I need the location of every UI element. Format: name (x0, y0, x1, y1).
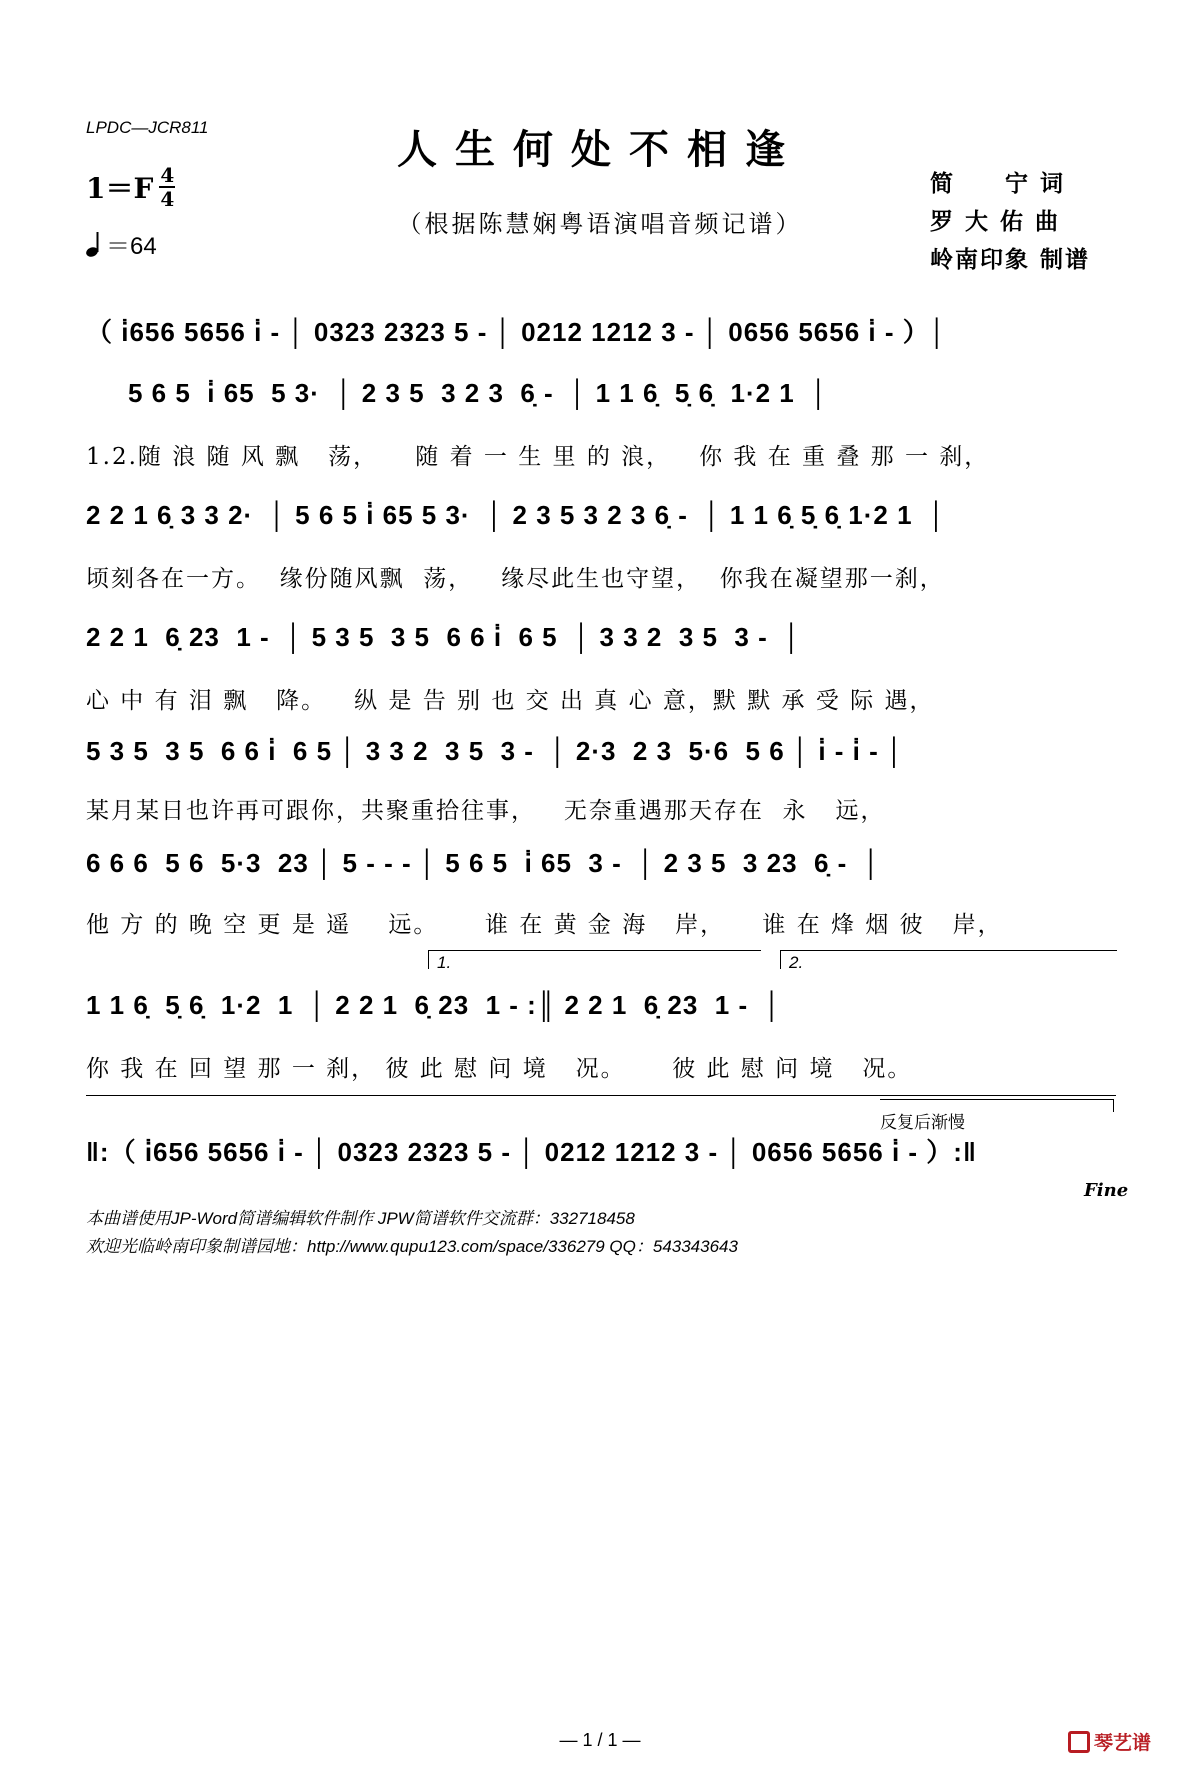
music-line-2: 2 2 1 6̣ 3 3 2· │ 5 6 5 i̇ 65 5 3· │ 2 3 5 3 2 3 6̣ - │ 1 1 6̣ 5̣ 6̣ 1·2 1 │ (86, 500, 947, 530)
section-divider (86, 1095, 1116, 1096)
composer: 罗 大 佑 曲 (930, 208, 1061, 235)
page-number: — 1 / 1 — (559, 1730, 641, 1750)
song-title: 人生何处不相逢 (397, 126, 803, 173)
fine-marking: Fine (1084, 1180, 1129, 1201)
lyric-line-5: 他 方 的 晚 空 更 是 遥 远。 谁 在 黄 金 海 岸， 谁 在 烽 烟 彼 岸， (86, 912, 1003, 938)
tempo-mark (86, 226, 157, 261)
intro-line: （ i̇656 5656 i̇ - │ 0323 2323 5 - │ 0212 1212 3 - │ 0656 5656 i̇ - ）│ (86, 317, 947, 347)
lyric-line-3: 心 中 有 泪 飘 降。 纵 是 告 别 也 交 出 真 心 意，默 默 承 受 际 遇， (86, 688, 935, 714)
music-line-6: 1 1 6̣ 5̣ 6̣ 1·2 1 │ 2 2 1 6̣ 23 1 - :║ 2 2 1 6̣ 23 1 - │ (86, 990, 782, 1020)
key-signature (86, 165, 175, 209)
lyricist: 简 宁 词 (930, 170, 1066, 197)
arranger: 岭南印象 制谱 (930, 246, 1091, 273)
footer-software: 本曲谱使用JP-Word简谱编辑软件制作 JPW简谱软件交流群：332718458 (86, 1209, 635, 1228)
credits (930, 165, 1090, 279)
tempo-value: ＝64 (106, 233, 157, 260)
time-signature (159, 165, 175, 209)
music-line-1: 5 6 5 i̇ 65 5 3· │ 2 3 5 3 2 3 6̣ - │ 1 1 6̣ 5̣ 6̣ 1·2 1 │ (128, 378, 829, 408)
volta-2: 2. (780, 950, 1117, 969)
music-line-5: 6 6 6 5 6 5·3 23 │ 5 - - - │ 5 6 5 i̇ 65 3 - │ 2 3 5 3 23 6̣ - │ (86, 848, 882, 878)
logo-icon (1068, 1731, 1090, 1753)
lyric-line-1: 1.2.随 浪 随 风 飘 荡， 随 着 一 生 里 的 浪， 你 我 在 重 叠 那 一 刹， (86, 444, 990, 470)
logo-text: 琴艺谱 (1094, 1733, 1152, 1754)
footer-website: 欢迎光临岭南印象制谱园地：http://www.qupu123.com/space/336279 QQ：543343643 (86, 1237, 738, 1256)
volta-1: 1. (428, 950, 761, 969)
score-code: LPDC—JCR811 (86, 118, 209, 137)
music-line-4: 5 3 5 3 5 6 6 i̇ 6 5 │ 3 3 2 3 5 3 - │ 2·3 2 3 5·6 5 6 │ i̇ - i̇ - │ (86, 736, 905, 766)
lyric-line-6: 你 我 在 回 望 那 一 刹， 彼 此 慰 问 境 况。 彼 此 慰 问 境 况。 (86, 1056, 913, 1082)
song-subtitle: （根据陈慧娴粤语演唱音频记谱） (397, 210, 803, 238)
lyric-line-4: 某月某日也许再可跟你，共聚重拾往事， 无奈重遇那天存在 永 远， (86, 798, 886, 824)
lyric-line-2: 顷刻各在一方。 缘份随风飘 荡， 缘尽此生也守望， 你我在凝望那一刹， (86, 566, 945, 592)
rit-marking: 反复后渐慢 (880, 1113, 965, 1132)
key-label: 1＝F (86, 172, 154, 205)
rit-bracket (880, 1099, 1114, 1100)
site-logo (1068, 1728, 1151, 1755)
quarter-note-icon (86, 230, 102, 258)
time-top: 4 (160, 163, 175, 187)
music-line-3: 2 2 1 6̣ 23 1 - │ 5 3 5 3 5 6 6 i̇ 6 5 │ 3 3 2 3 5 3 - │ (86, 622, 802, 652)
time-bottom: 4 (160, 187, 175, 211)
coda-line: ‖:（ i̇656 5656 i̇ - │ 0323 2323 5 - │ 0212 1212 3 - │ 0656 5656 i̇ - ）:‖ (86, 1137, 977, 1167)
